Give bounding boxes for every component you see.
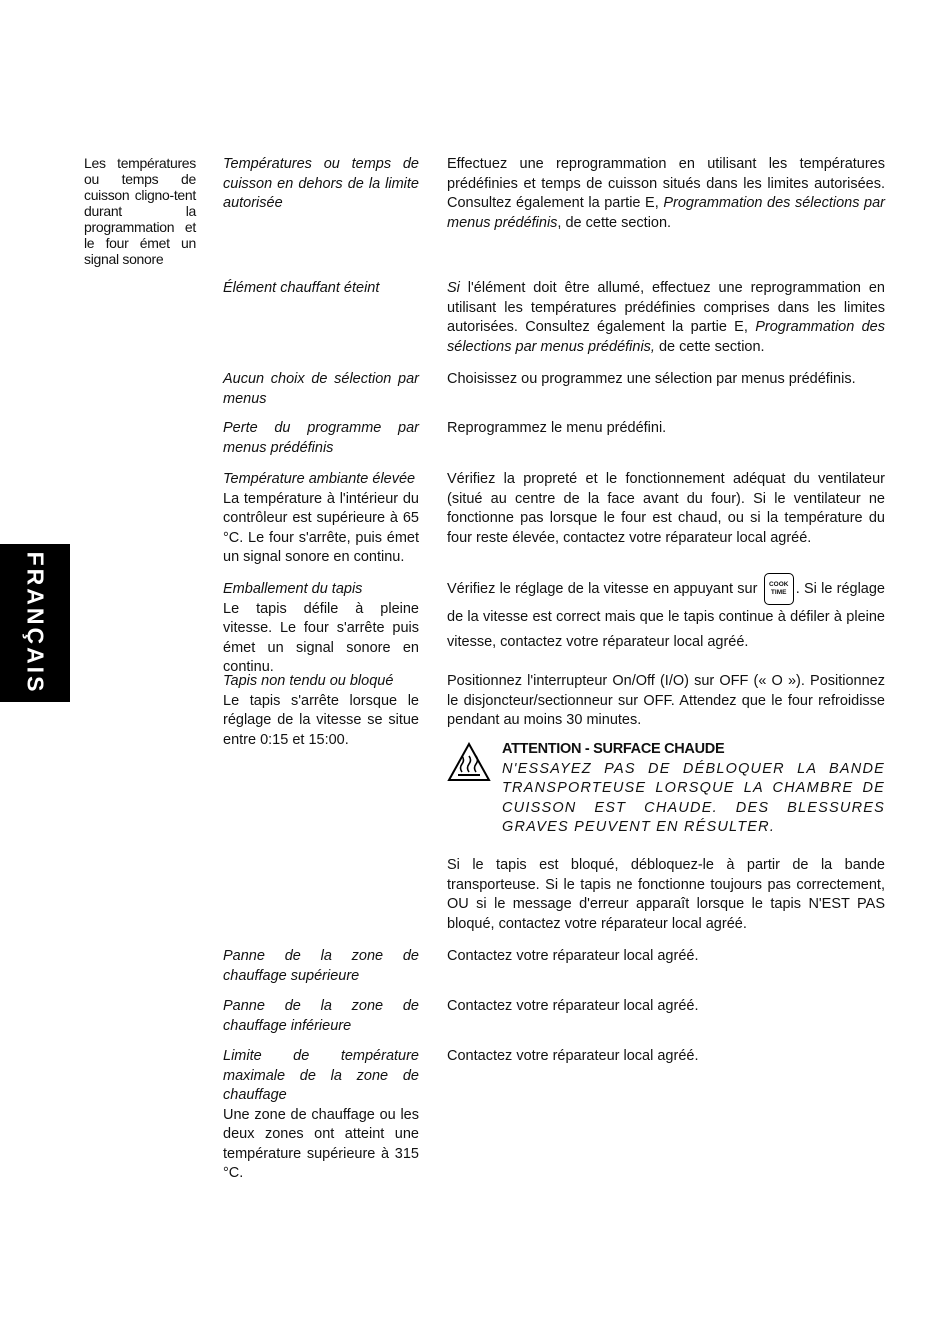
action-text: Effectuez une reprogrammation en utilisant les températures prédéfinies et temps de cuisson situés dans les limites autorisées. Consultez également la partie E, [447, 156, 885, 211]
action-text: Positionnez l'interrupteur On/Off (I/O) sur OFF (« O »). Positionnez le disjoncteur/sectionneur sur OFF. Attendez que le four refroidisse pendant au moins 30 minutes. [447, 673, 885, 728]
action [447, 470, 885, 548]
condition-title: Aucun choix de sélection par menus [223, 371, 419, 407]
condition [223, 1047, 419, 1184]
action [447, 279, 885, 357]
condition [223, 279, 419, 299]
condition-description: Une zone de chauffage ou les deux zones ont atteint une température supérieure à 315 °C. [223, 1106, 419, 1181]
action [447, 573, 885, 655]
condition-description: La température à l'intérieur du contrôleur est supérieure à 65 °C. Le four s'arrête, puis émet un signal sonore en continu. [223, 490, 419, 565]
condition [223, 155, 419, 214]
condition [223, 370, 419, 409]
action-followup: Si le tapis est bloqué, débloquez-le à partir de la bande transporteuse. Si le tapis ne fonctionne toujours pas correctement, OU si le message d'erreur apparaît lorsque le tapis N'EST PAS bloqué, contactez votre réparateur local agréé. [447, 857, 885, 932]
condition-title: Température ambiante élevée [223, 471, 416, 487]
action [447, 370, 885, 390]
action-text: . Si le réglage de la vitesse est correct mais que le tapis continue à défiler à pleine vitesse, contactez votre réparateur local agréé. [447, 580, 885, 650]
condition-title: Emballement du tapis [223, 581, 363, 597]
condition [223, 947, 419, 986]
action [447, 155, 885, 233]
condition-description: Le tapis défile à pleine vitesse. Le four s'arrête puis émet un signal sonore en continu. [223, 600, 419, 675]
action-text: Vérifiez la propreté et le fonctionnement adéquat du ventilateur (situé au centre de la face avant du four). Si le ventilateur ne fonctionne pas lorsque le four est chaud, ou si la température du four reste élevée, contactez votre réparateur local agréé. [447, 471, 885, 546]
condition-title: Perte du programme par menus prédéfinis [223, 420, 419, 456]
action-text: Si [447, 280, 460, 296]
condition-title: Élément chauffant éteint [223, 280, 380, 296]
action-text: Contactez votre réparateur local agréé. [447, 948, 699, 964]
language-tab [0, 544, 70, 702]
condition-title: Tapis non tendu ou bloqué [223, 673, 394, 689]
condition-title: Limite de température maximale de la zone de chauffage [223, 1048, 419, 1103]
action-text: Contactez votre réparateur local agréé. [447, 1048, 699, 1064]
condition [223, 672, 419, 750]
action-text: Reprogrammez le menu prédéfini. [447, 420, 667, 436]
action-text: Contactez votre réparateur local agréé. [447, 998, 699, 1014]
condition-title: Panne de la zone de chauffage supérieure [223, 948, 419, 984]
action-text: de cette section. [654, 338, 765, 355]
action-text: Vérifiez le réglage de la vitesse en appuyant sur [447, 580, 758, 597]
action [447, 419, 885, 439]
condition-title: Températures ou temps de cuisson en dehors de la limite autorisée [223, 156, 419, 211]
action [447, 947, 885, 967]
condition [223, 580, 419, 678]
action-text: Programmation des sélections par menus prédéfinis [447, 195, 885, 231]
hot-surface-warning-icon [447, 742, 491, 782]
condition-title: Panne de la zone de chauffage inférieure [223, 998, 419, 1034]
action [447, 1047, 885, 1067]
condition-description: Le tapis s'arrête lorsque le réglage de la vitesse se situe entre 0:15 et 15:00. [223, 692, 419, 748]
condition [223, 997, 419, 1036]
condition [223, 419, 419, 458]
action-text: l'élément doit être allumé, effectuez une reprogrammation en utilisant les températures prédéfinies comprises dans les limites autorisées. Consultez également la partie E, [447, 280, 885, 335]
action [447, 997, 885, 1017]
action [447, 672, 885, 731]
action-text: Choisissez ou programmez une sélection par menus prédéfinis. [447, 371, 856, 387]
cook-time-button-icon: COOK TIME [764, 573, 794, 605]
symptom-text: Les températures ou temps de cuisson cligno-tent durant la programmation et le four émet un signal sonore [84, 155, 196, 267]
action-text: , de cette section. [557, 214, 672, 231]
action-text: Programmation des sélections par menus prédéfinis, [447, 319, 885, 355]
language-tab-label: FRANÇAIS [22, 551, 49, 695]
warning-text [502, 740, 885, 838]
condition [223, 470, 419, 568]
warning-body: N'ESSAYEZ PAS DE DÉBLOQUER LA BANDE TRANSPORTEUSE LORSQUE LA CHAMBRE DE CUISSON EST CHAUDE. DES BLESSURES GRAVES PEUVENT EN RÉSULTER. [502, 760, 885, 835]
warning-title: ATTENTION - SURFACE CHAUDE [502, 741, 725, 757]
